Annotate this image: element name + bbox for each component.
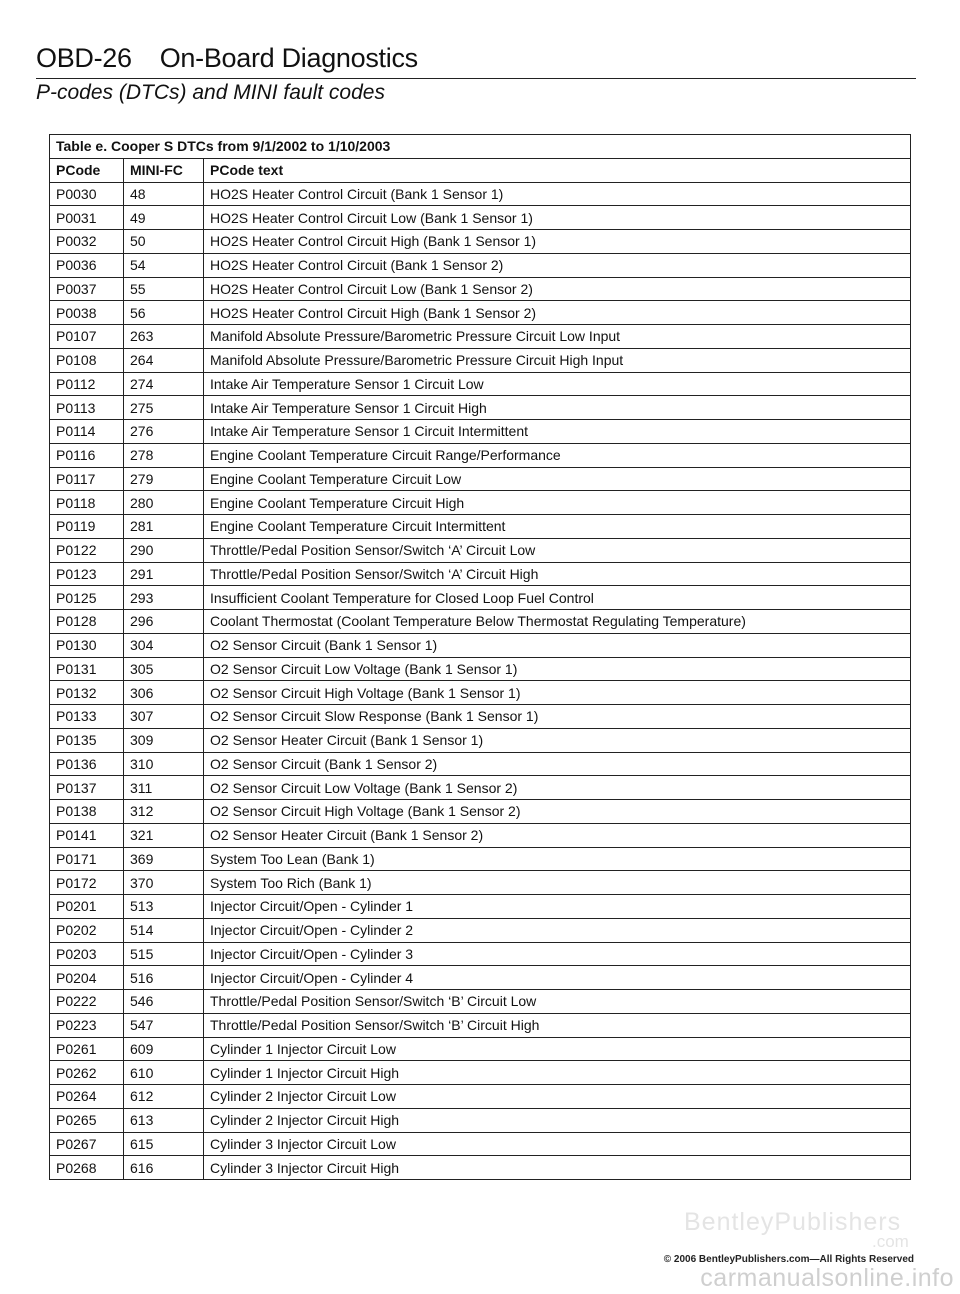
table-row [50,467,911,491]
mini-fc-cell: 293 [124,586,204,610]
table-row [50,538,911,562]
pcode-cell: P0125 [50,586,124,610]
pcode-cell: P0203 [50,942,124,966]
pcode-text-cell: Intake Air Temperature Sensor 1 Circuit Low [204,372,911,396]
pcode-cell: P0261 [50,1037,124,1061]
pcode-cell: P0267 [50,1132,124,1156]
mini-fc-cell: 291 [124,562,204,586]
pcode-cell: P0116 [50,443,124,467]
mini-fc-cell: 50 [124,230,204,254]
mini-fc-cell: 613 [124,1108,204,1132]
pcode-text-cell: O2 Sensor Circuit (Bank 1 Sensor 1) [204,633,911,657]
dtc-table [49,134,911,1180]
table-row [50,586,911,610]
table-row [50,372,911,396]
mini-fc-cell: 616 [124,1156,204,1180]
table-row [50,1156,911,1180]
mini-fc-cell: 311 [124,776,204,800]
table-caption-row [50,135,911,159]
table-row [50,681,911,705]
pcode-text-cell: HO2S Heater Control Circuit (Bank 1 Sensor 2) [204,253,911,277]
pcode-text-cell: Insufficient Coolant Temperature for Closed Loop Fuel Control [204,586,911,610]
pcode-cell: P0268 [50,1156,124,1180]
mini-fc-cell: 275 [124,396,204,420]
pcode-cell: P0137 [50,776,124,800]
table-row [50,1013,911,1037]
pcode-cell: P0036 [50,253,124,277]
table-row [50,301,911,325]
pcode-text-cell: Manifold Absolute Pressure/Barometric Pressure Circuit High Input [204,348,911,372]
table-row [50,277,911,301]
pcode-cell: P0171 [50,847,124,871]
mini-fc-cell: 281 [124,515,204,539]
pcode-text-cell: Cylinder 2 Injector Circuit High [204,1108,911,1132]
pcode-cell: P0135 [50,728,124,752]
mini-fc-cell: 310 [124,752,204,776]
mini-fc-cell: 307 [124,705,204,729]
table-row [50,657,911,681]
pcode-text-cell: HO2S Heater Control Circuit High (Bank 1 Sensor 2) [204,301,911,325]
pcode-text-cell: Injector Circuit/Open - Cylinder 1 [204,895,911,919]
mini-fc-cell: 370 [124,871,204,895]
table-row [50,515,911,539]
site-watermark: carmanualsonline.info [700,1264,954,1292]
pcode-text-cell: O2 Sensor Circuit Low Voltage (Bank 1 Sensor 2) [204,776,911,800]
table-row [50,348,911,372]
pcode-cell: P0030 [50,182,124,206]
mini-fc-cell: 263 [124,325,204,349]
pcode-text-cell: Injector Circuit/Open - Cylinder 2 [204,918,911,942]
pcode-text-cell: Throttle/Pedal Position Sensor/Switch ‘A’ Circuit Low [204,538,911,562]
mini-fc-cell: 306 [124,681,204,705]
column-header-mini-fc: MINI-FC [124,158,204,182]
pcode-cell: P0138 [50,800,124,824]
table-row [50,800,911,824]
pcode-text-cell: Cylinder 3 Injector Circuit High [204,1156,911,1180]
section-title: On-Board Diagnostics [159,43,418,73]
pcode-cell: P0113 [50,396,124,420]
table-row [50,325,911,349]
pcode-text-cell: HO2S Heater Control Circuit (Bank 1 Sensor 1) [204,182,911,206]
table-body [50,182,911,1180]
table-row [50,942,911,966]
mini-fc-cell: 296 [124,610,204,634]
table-row [50,1132,911,1156]
mini-fc-cell: 56 [124,301,204,325]
pcode-text-cell: Throttle/Pedal Position Sensor/Switch ‘B’ Circuit High [204,1013,911,1037]
column-header-pcode-text: PCode text [204,158,911,182]
mini-fc-cell: 280 [124,491,204,515]
table-row [50,966,911,990]
pcode-text-cell: O2 Sensor Circuit (Bank 1 Sensor 2) [204,752,911,776]
mini-fc-cell: 515 [124,942,204,966]
mini-fc-cell: 516 [124,966,204,990]
mini-fc-cell: 369 [124,847,204,871]
pcode-cell: P0201 [50,895,124,919]
pcode-cell: P0136 [50,752,124,776]
pcode-text-cell: Coolant Thermostat (Coolant Temperature Below Thermostat Regulating Temperature) [204,610,911,634]
mini-fc-cell: 321 [124,823,204,847]
table-row [50,752,911,776]
pcode-text-cell: O2 Sensor Circuit High Voltage (Bank 1 Sensor 1) [204,681,911,705]
pcode-cell: P0119 [50,515,124,539]
watermark-suffix: .com [872,1232,909,1251]
pcode-cell: P0222 [50,990,124,1014]
mini-fc-cell: 514 [124,918,204,942]
pcode-text-cell: System Too Rich (Bank 1) [204,871,911,895]
table-row [50,705,911,729]
mini-fc-cell: 276 [124,420,204,444]
pcode-cell: P0038 [50,301,124,325]
mini-fc-cell: 305 [124,657,204,681]
pcode-cell: P0264 [50,1085,124,1109]
pcode-text-cell: Engine Coolant Temperature Circuit Intermittent [204,515,911,539]
pcode-text-cell: O2 Sensor Heater Circuit (Bank 1 Sensor 1) [204,728,911,752]
page-header [36,38,916,79]
pcode-cell: P0133 [50,705,124,729]
table-row [50,1037,911,1061]
pcode-text-cell: O2 Sensor Circuit Slow Response (Bank 1 Sensor 1) [204,705,911,729]
table-row [50,443,911,467]
table-row [50,728,911,752]
table-row [50,253,911,277]
pcode-cell: P0202 [50,918,124,942]
pcode-cell: P0108 [50,348,124,372]
pcode-text-cell: Throttle/Pedal Position Sensor/Switch ‘A’ Circuit High [204,562,911,586]
pcode-cell: P0130 [50,633,124,657]
pcode-cell: P0132 [50,681,124,705]
pcode-cell: P0262 [50,1061,124,1085]
table-row [50,206,911,230]
pcode-cell: P0123 [50,562,124,586]
mini-fc-cell: 309 [124,728,204,752]
pcode-text-cell: O2 Sensor Heater Circuit (Bank 1 Sensor 2) [204,823,911,847]
table-row [50,562,911,586]
mini-fc-cell: 612 [124,1085,204,1109]
pcode-cell: P0117 [50,467,124,491]
pcode-cell: P0037 [50,277,124,301]
mini-fc-cell: 55 [124,277,204,301]
pcode-cell: P0031 [50,206,124,230]
pcode-text-cell: Intake Air Temperature Sensor 1 Circuit Intermittent [204,420,911,444]
pcode-cell: P0128 [50,610,124,634]
pcode-text-cell: HO2S Heater Control Circuit Low (Bank 1 Sensor 1) [204,206,911,230]
pcode-text-cell: Engine Coolant Temperature Circuit Range/Performance [204,443,911,467]
pcode-text-cell: Throttle/Pedal Position Sensor/Switch ‘B’ Circuit Low [204,990,911,1014]
mini-fc-cell: 615 [124,1132,204,1156]
table-row [50,610,911,634]
pcode-cell: P0204 [50,966,124,990]
table-row [50,823,911,847]
table-row [50,990,911,1014]
pcode-cell: P0141 [50,823,124,847]
pcode-text-cell: Cylinder 2 Injector Circuit Low [204,1085,911,1109]
table-row [50,230,911,254]
pcode-text-cell: Cylinder 3 Injector Circuit Low [204,1132,911,1156]
copyright-notice: © 2006 BentleyPublishers.com—All Rights Reserved [663,1254,914,1265]
mini-fc-cell: 513 [124,895,204,919]
mini-fc-cell: 546 [124,990,204,1014]
column-header-pcode: PCode [50,158,124,182]
pcode-cell: P0131 [50,657,124,681]
table-header-row [50,158,911,182]
table-row [50,776,911,800]
table-row [50,1108,911,1132]
pcode-cell: P0032 [50,230,124,254]
mini-fc-cell: 312 [124,800,204,824]
pcode-text-cell: HO2S Heater Control Circuit Low (Bank 1 Sensor 2) [204,277,911,301]
mini-fc-cell: 609 [124,1037,204,1061]
pcode-cell: P0122 [50,538,124,562]
mini-fc-cell: 304 [124,633,204,657]
watermark: BentleyPublishers [684,1208,902,1236]
pcode-cell: P0107 [50,325,124,349]
table-row [50,396,911,420]
pcode-text-cell: Cylinder 1 Injector Circuit High [204,1061,911,1085]
pcode-text-cell: Intake Air Temperature Sensor 1 Circuit High [204,396,911,420]
section-code: OBD-26 [36,43,132,73]
pcode-cell: P0112 [50,372,124,396]
mini-fc-cell: 274 [124,372,204,396]
pcode-cell: P0114 [50,420,124,444]
pcode-text-cell: Injector Circuit/Open - Cylinder 3 [204,942,911,966]
pcode-text-cell: Cylinder 1 Injector Circuit Low [204,1037,911,1061]
pcode-text-cell: System Too Lean (Bank 1) [204,847,911,871]
pcode-cell: P0172 [50,871,124,895]
mini-fc-cell: 48 [124,182,204,206]
pcode-text-cell: Manifold Absolute Pressure/Barometric Pressure Circuit Low Input [204,325,911,349]
mini-fc-cell: 264 [124,348,204,372]
table-row [50,1085,911,1109]
table-row [50,918,911,942]
pcode-text-cell: Injector Circuit/Open - Cylinder 4 [204,966,911,990]
table-row [50,633,911,657]
mini-fc-cell: 54 [124,253,204,277]
table-row [50,420,911,444]
table-row [50,871,911,895]
pcode-text-cell: Engine Coolant Temperature Circuit Low [204,467,911,491]
table-row [50,847,911,871]
mini-fc-cell: 278 [124,443,204,467]
page-subtitle: P-codes (DTCs) and MINI fault codes [36,81,385,104]
mini-fc-cell: 290 [124,538,204,562]
pcode-text-cell: O2 Sensor Circuit Low Voltage (Bank 1 Sensor 1) [204,657,911,681]
table-row [50,895,911,919]
mini-fc-cell: 547 [124,1013,204,1037]
mini-fc-cell: 610 [124,1061,204,1085]
pcode-cell: P0265 [50,1108,124,1132]
pcode-text-cell: O2 Sensor Circuit High Voltage (Bank 1 Sensor 2) [204,800,911,824]
pcode-cell: P0223 [50,1013,124,1037]
pcode-text-cell: Engine Coolant Temperature Circuit High [204,491,911,515]
pcode-text-cell: HO2S Heater Control Circuit High (Bank 1 Sensor 1) [204,230,911,254]
mini-fc-cell: 49 [124,206,204,230]
table-row [50,1061,911,1085]
table-caption: Table e. Cooper S DTCs from 9/1/2002 to 1/10/2003 [50,135,911,159]
table-row [50,491,911,515]
mini-fc-cell: 279 [124,467,204,491]
pcode-cell: P0118 [50,491,124,515]
table-row [50,182,911,206]
